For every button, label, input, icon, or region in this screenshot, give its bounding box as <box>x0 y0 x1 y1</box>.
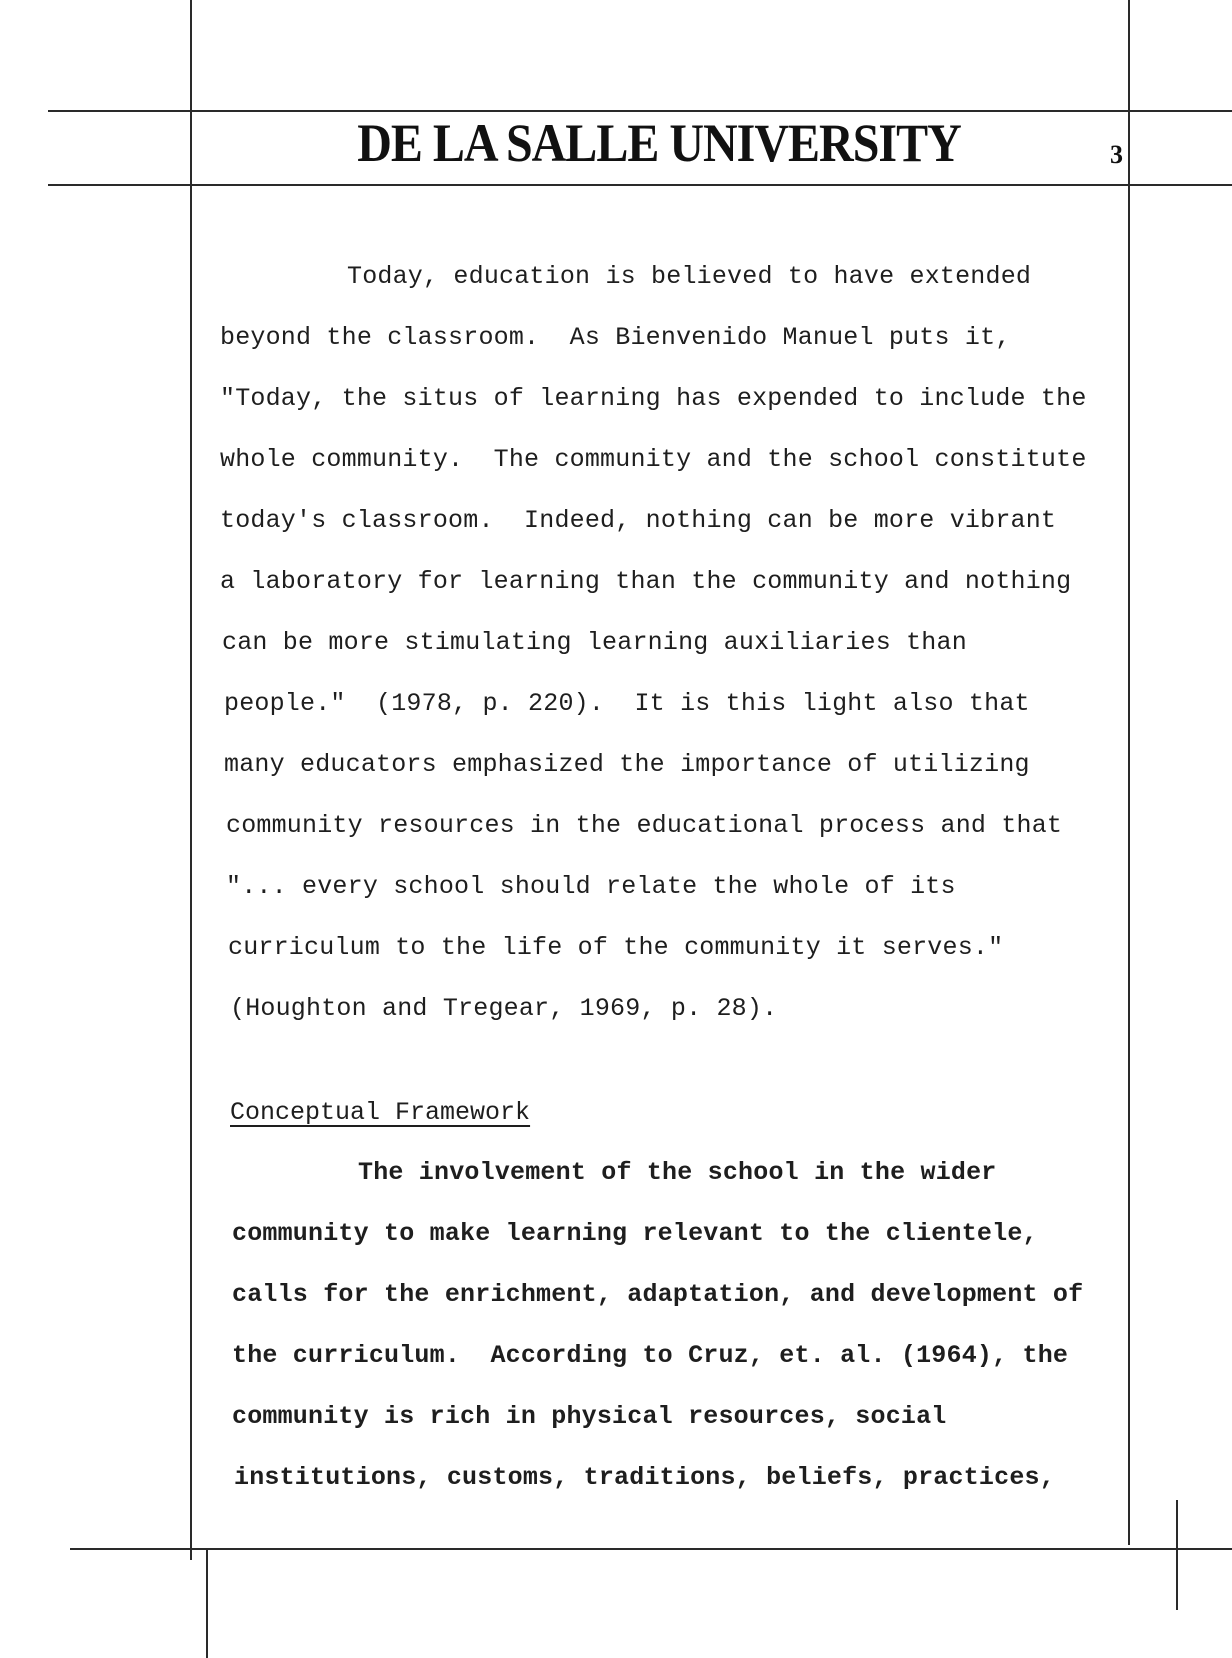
body-line: the curriculum. According to Cruz, et. al. (1964), the <box>232 1341 1069 1370</box>
body-line: institutions, customs, traditions, beliefs, practices, <box>234 1463 1055 1492</box>
body-line: The involvement of the school in the wider <box>358 1158 997 1187</box>
body-line: people." (1978, p. 220). It is this light also that <box>224 689 1030 718</box>
body-line: (Houghton and Tregear, 1969, p. 28). <box>230 994 778 1023</box>
header-top-rule <box>48 110 1232 112</box>
body-line: a laboratory for learning than the community and nothing <box>220 567 1072 596</box>
body-line: beyond the classroom. As Bienvenido Manuel puts it, <box>220 323 1011 352</box>
body-line: many educators emphasized the importance of utilizing <box>224 750 1030 779</box>
section-heading: Conceptual Framework <box>230 1098 531 1127</box>
left-margin-rule <box>190 0 192 1560</box>
university-title: DE LA SALLE UNIVERSITY <box>357 113 961 174</box>
body-line: "... every school should relate the whole of its <box>226 872 956 901</box>
right-margin-rule <box>1128 0 1130 1545</box>
body-line: community to make learning relevant to the clientele, <box>232 1219 1038 1248</box>
body-line: Today, education is believed to have extended <box>347 262 1032 291</box>
left-margin-rule-lower <box>206 1548 208 1658</box>
body-line: "Today, the situs of learning has expended to include the <box>220 384 1087 413</box>
body-line: curriculum to the life of the community it serves." <box>228 933 1004 962</box>
body-line: community resources in the educational process and that <box>226 811 1063 840</box>
body-line: whole community. The community and the school constitute <box>220 445 1087 474</box>
page-number: 3 <box>1110 140 1123 169</box>
body-line: today's classroom. Indeed, nothing can be more vibrant <box>220 506 1057 535</box>
header-bottom-rule <box>48 184 1232 186</box>
body-line: community is rich in physical resources, social <box>232 1402 947 1431</box>
body-line: can be more stimulating learning auxiliaries than <box>222 628 967 657</box>
footer-rule <box>70 1548 1232 1550</box>
body-line: calls for the enrichment, adaptation, and development of <box>232 1280 1084 1309</box>
right-margin-rule-lower <box>1176 1500 1178 1610</box>
